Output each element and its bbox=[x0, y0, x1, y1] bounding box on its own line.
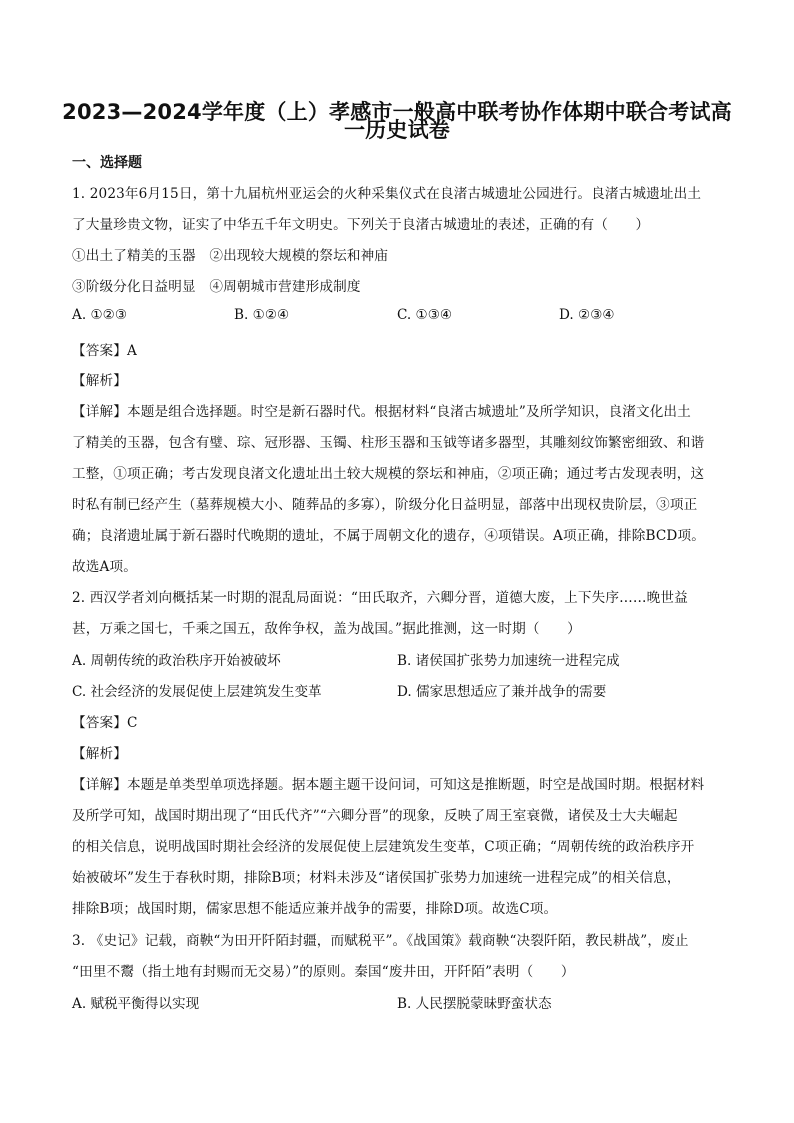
q1-stem-line-1: 1. 2023年6月15日，第十九届杭州亚运会的火种采集仪式在良渚古城遗址公园进行。良渚古城遗址出土 bbox=[72, 186, 702, 202]
q3-stem-line-1: 3. 《史记》记载，商鞅“为田开阡陌封疆，而赋税平”。《战国策》载商鞅“决裂阡陌，教民耕战”，废止 bbox=[72, 933, 689, 949]
q2-detail-line-5: 排除B项；战国时期，儒家思想不能适应兼并战争的需要，排除D项。故选C项。 bbox=[72, 901, 558, 917]
q1-detail-line-4: 时私有制已经产生（墓葬规模大小、随葬品的多寡），阶级分化日益明显，部落中出现权贵阶层，③项正 bbox=[72, 497, 698, 513]
q2-stem-line-2: 甚，万乘之国七，千乘之国五，敌侔争权，盖为战国。”据此推测，这一时期（ ） bbox=[72, 621, 581, 637]
q3-option-a: A. 赋税平衡得以实现 bbox=[72, 996, 200, 1012]
q1-option-d: D. ②③④ bbox=[559, 307, 615, 323]
exam-title-line-2: 一历史试卷 bbox=[344, 118, 450, 142]
q1-detail-line-3: 工整，①项正确；考古发现良渚文化遗址出土较大规模的祭坛和神庙，②项正确；通过考古发现表明，这 bbox=[72, 466, 705, 482]
q2-analysis-label: 【解析】 bbox=[72, 746, 127, 762]
q2-detail-line-1: 【详解】本题是单类型单项选择题。据本题主题干设问词，可知这是推断题，时空是战国时期。根据材料 bbox=[72, 777, 705, 793]
q2-stem-line-1: 2. 西汉学者刘向概括某一时期的混乱局面说：“田氏取齐，六卿分晋，道德大废，上下失序……晚世益 bbox=[72, 590, 688, 606]
q1-option-c: C. ①③④ bbox=[397, 307, 453, 323]
q1-detail-line-1: 【详解】本题是组合选择题。时空是新石器时代。根据材料“良渚古城遗址”及所学知识，良渚文化出土 bbox=[72, 404, 691, 420]
q1-analysis-label: 【解析】 bbox=[72, 373, 127, 389]
q1-detail-line-5: 确；良渚遗址属于新石器时代晚期的遗址，不属于周朝文化的遗存，④项错误。A项正确，排除BCD项。 bbox=[72, 528, 705, 544]
q2-option-d: D. 儒家思想适应了兼并战争的需要 bbox=[397, 684, 607, 700]
q3-option-b: B. 人民摆脱蒙昧野蛮状态 bbox=[397, 996, 552, 1012]
q2-detail-line-4: 始被破坏”发生于春秋时期，排除B项；材料未涉及“诸侯国扩张势力加速统一进程完成”的相关信息， bbox=[72, 870, 681, 886]
q2-option-c: C. 社会经济的发展促使上层建筑发生变革 bbox=[72, 684, 322, 700]
q2-option-b: B. 诸侯国扩张势力加速统一进程完成 bbox=[397, 653, 620, 669]
q1-item-line-1: ①出土了精美的玉器 ②出现较大规模的祭坛和神庙 bbox=[72, 248, 389, 264]
q2-detail-line-2: 及所学可知，战国时期出现了“田氏代齐”“六卿分晋”的现象，反映了周王室衰微，诸侯及士大夫崛起 bbox=[72, 808, 678, 824]
section-heading: 一、选择题 bbox=[72, 155, 142, 171]
q1-stem-line-2: 了大量珍贵文物，证实了中华五千年文明史。下列关于良渚古城遗址的表述，正确的有（ ） bbox=[72, 217, 650, 233]
q2-option-a: A. 周朝传统的政治秩序开始被破坏 bbox=[72, 653, 281, 669]
q1-answer: 【答案】A bbox=[72, 343, 137, 359]
q1-item-line-2: ③阶级分化日益明显 ④周朝城市营建形成制度 bbox=[72, 279, 361, 295]
q1-option-b: B. ①②④ bbox=[234, 307, 290, 323]
q3-stem-line-2: “田里不鬻（指土地有封赐而无交易）”的原则。秦国“废井田，开阡陌”表明（ ） bbox=[72, 964, 575, 980]
exam-title-line-1: 2023—2024学年度（上）孝感市一般高中联考协作体期中联合考试高 bbox=[62, 100, 732, 124]
q1-detail-line-2: 了精美的玉器，包含有璧、琮、冠形器、玉镯、柱形玉器和玉钺等诸多器型，其雕刻纹饰繁密细致、和谐 bbox=[72, 435, 705, 451]
q2-detail-line-3: 的相关信息，说明战国时期社会经济的发展促使上层建筑发生变革，C项正确；“周朝传统的政治秩序开 bbox=[72, 839, 695, 855]
q1-detail-line-6: 故选A项。 bbox=[72, 559, 137, 575]
q2-answer: 【答案】C bbox=[72, 715, 138, 731]
q1-option-a: A. ①②③ bbox=[72, 307, 128, 323]
